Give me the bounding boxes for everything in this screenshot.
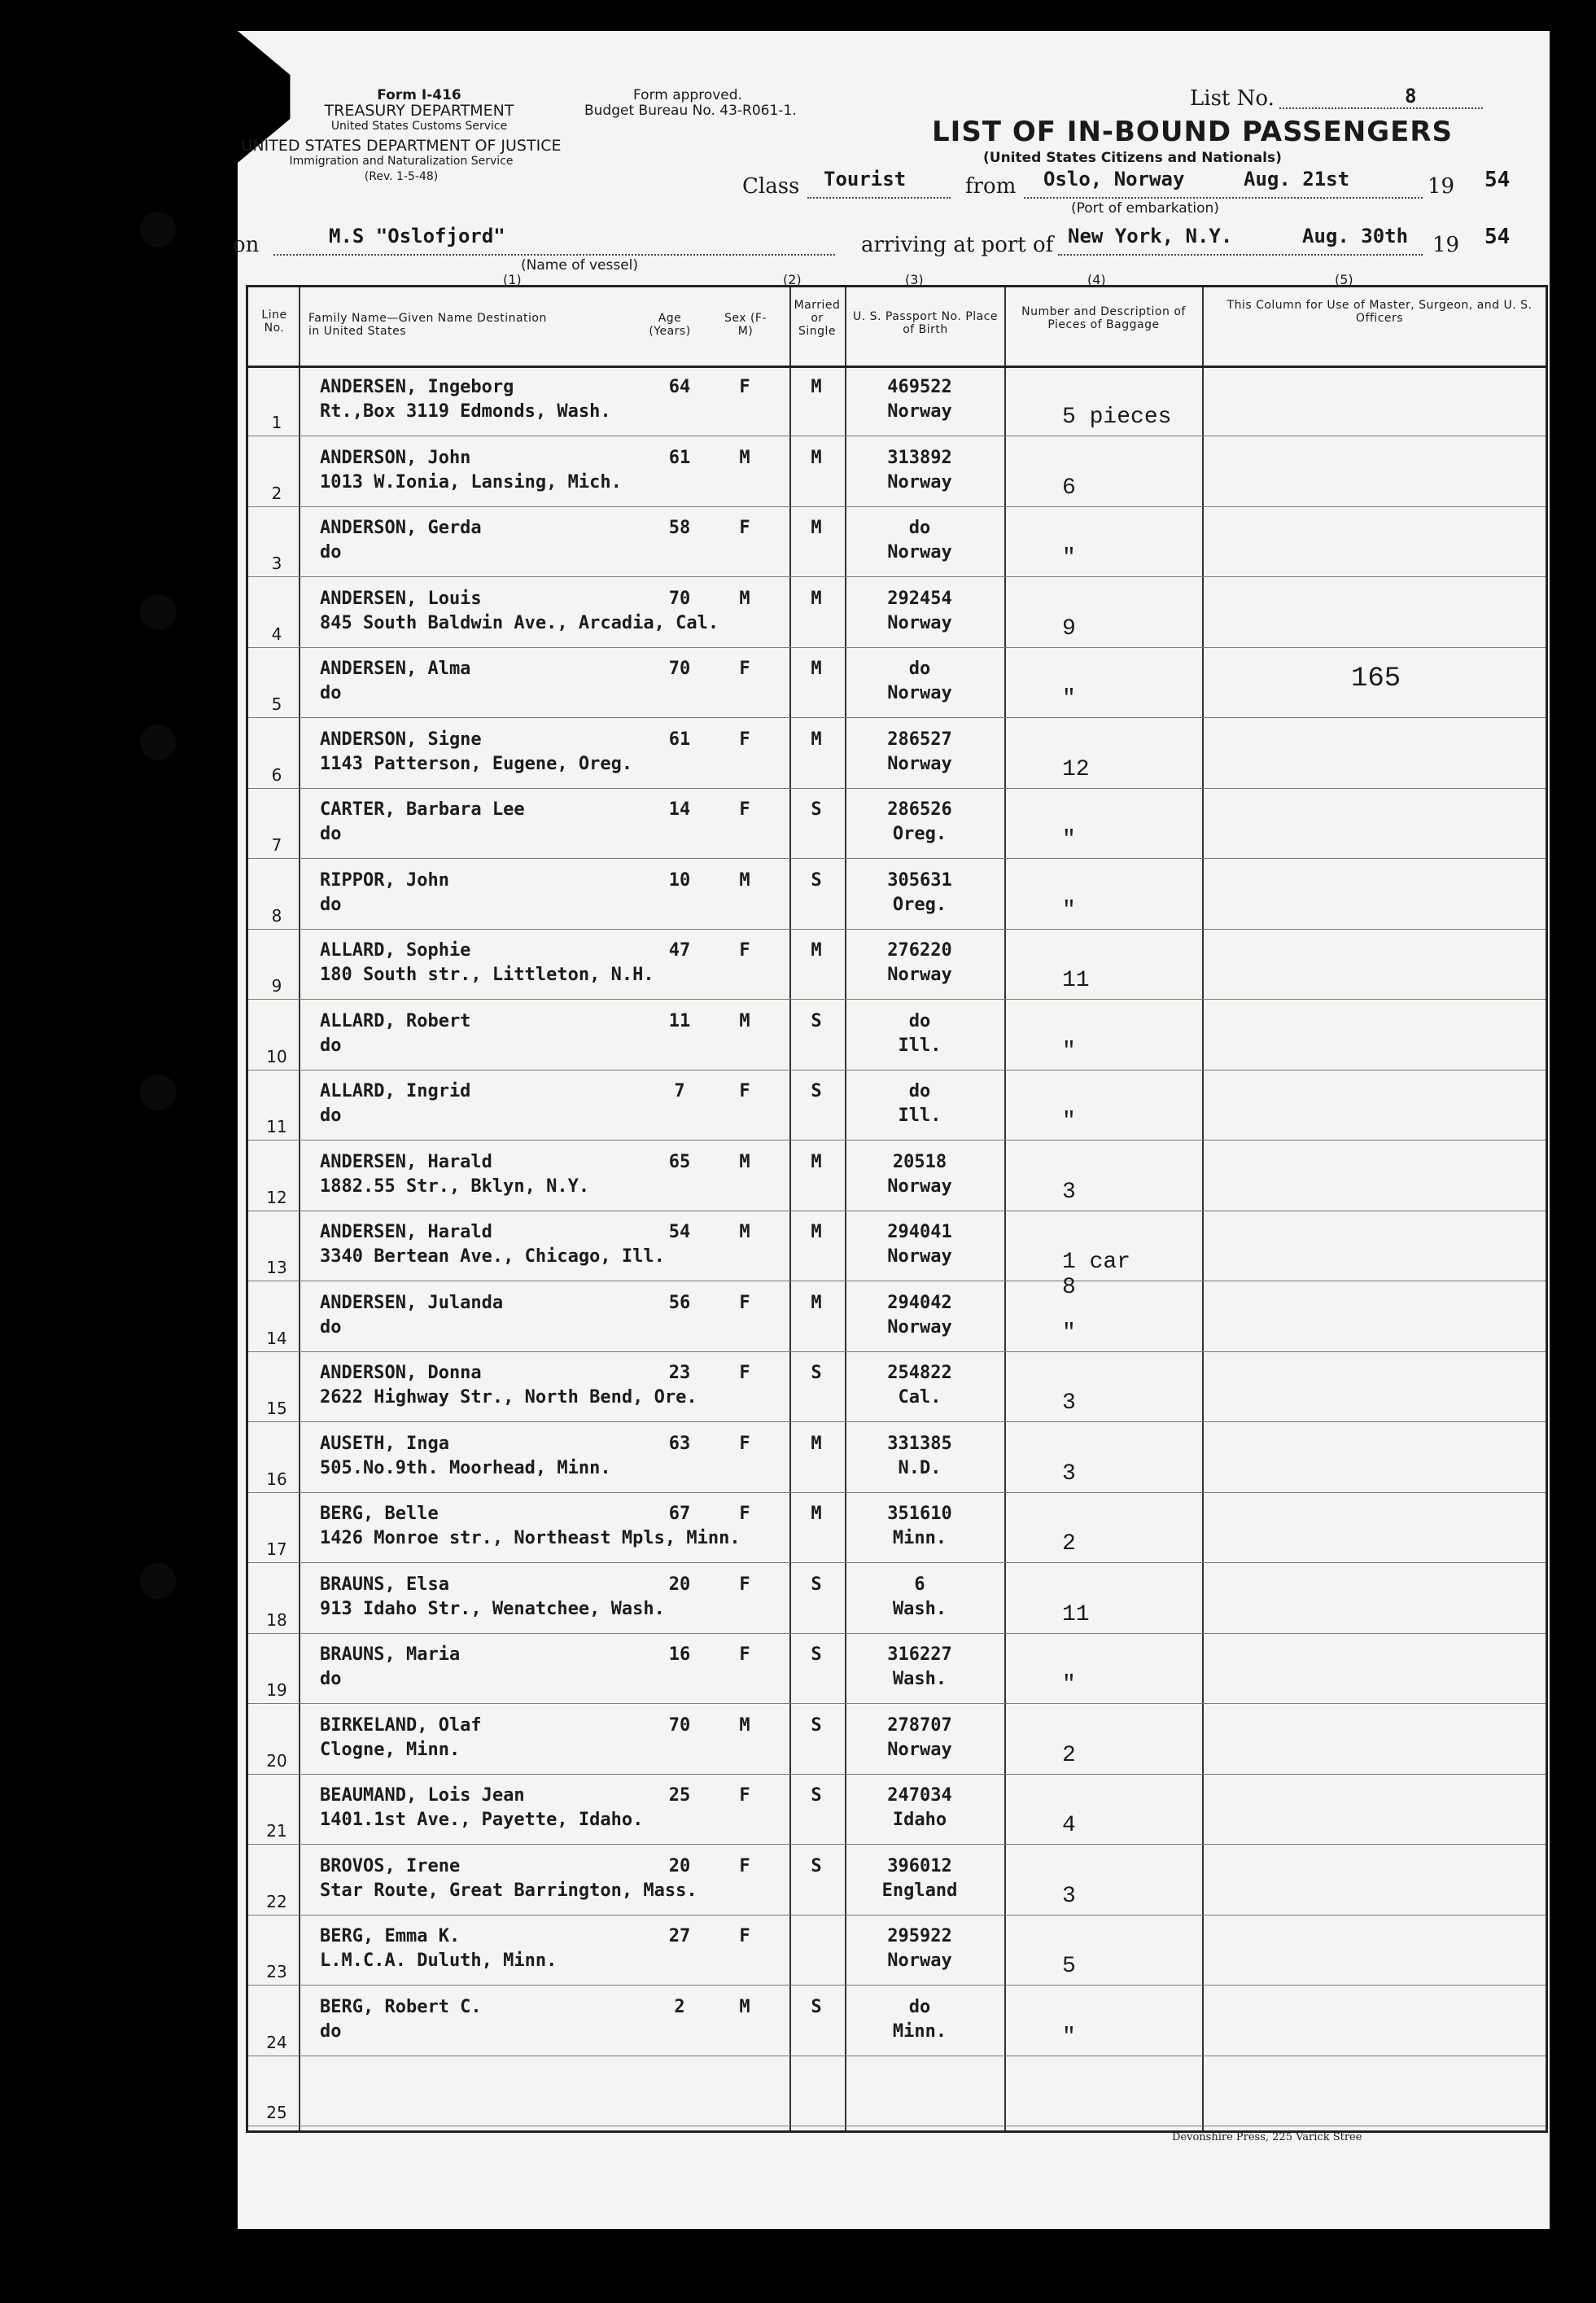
line-number: 12 (266, 1187, 287, 1207)
list-no-label: List No. (1190, 86, 1275, 111)
marital-status: S (811, 1714, 822, 1736)
line-number: 18 (266, 1609, 287, 1630)
passenger-sex: M (739, 447, 750, 468)
justice-label: UNITED STATES DEPARTMENT OF JUSTICE (241, 137, 562, 155)
passenger-sex: F (739, 377, 750, 397)
passenger-age: 23 (668, 1363, 691, 1383)
passenger-age: 67 (668, 1504, 691, 1524)
baggage-count: " (1062, 686, 1076, 711)
table-row (248, 1915, 1546, 1986)
passport-number: 278707 (887, 1714, 952, 1736)
customs-label: United States Customs Service (330, 120, 508, 133)
passenger-sex: M (739, 1714, 750, 1736)
destination: do (320, 683, 342, 703)
passenger-name: ANDERSEN, Harald (320, 1222, 492, 1242)
passenger-name: BRAUNS, Elsa (320, 1574, 449, 1595)
passenger-sex: M (739, 1222, 750, 1242)
line-number: 6 (271, 764, 282, 785)
approval-block (584, 88, 829, 119)
passport-number: do (908, 1010, 931, 1031)
passenger-age: 61 (668, 447, 691, 468)
place-of-birth: Norway (887, 471, 952, 493)
marital-status: S (811, 1574, 822, 1595)
arrival-port: New York, N.Y. (1068, 225, 1233, 247)
baggage-count: 4 (1062, 1813, 1076, 1838)
passenger-name: BEAUMAND, Lois Jean (320, 1785, 525, 1806)
baggage-count: 11 (1062, 968, 1090, 993)
table-row (248, 859, 1546, 930)
passenger-age: 65 (668, 1151, 691, 1172)
place-of-birth: Norway (887, 1246, 952, 1267)
place-of-birth: Idaho (892, 1810, 947, 1830)
header-name: Family Name—Given Name Destination in United States (308, 312, 547, 338)
baggage-count: " (1062, 1109, 1076, 1134)
table-row (248, 1351, 1546, 1422)
line-number: 24 (266, 2032, 287, 2052)
baggage-count: 3 (1062, 1883, 1076, 1909)
destination: do (320, 1316, 342, 1338)
binder-hole (140, 1075, 176, 1110)
destination: 1882.55 Str., Bklyn, N.Y. (320, 1176, 590, 1197)
baggage-count: 3 (1062, 1179, 1076, 1205)
destination: Clogne, Minn. (320, 1739, 461, 1760)
passenger-name: BERG, Belle (320, 1504, 439, 1524)
baggage-count: " (1062, 545, 1076, 571)
passport-number: 313892 (887, 447, 952, 468)
binder-hole (140, 1563, 176, 1599)
column-number-5: (5) (1335, 272, 1353, 287)
marital-status: S (811, 1081, 822, 1101)
passenger-name: CARTER, Barbara Lee (320, 799, 525, 820)
passenger-name: ANDERSON, John (320, 447, 471, 468)
table-row (248, 1492, 1546, 1563)
passenger-name: ANDERSON, Donna (320, 1363, 482, 1383)
on-label: on (233, 233, 260, 257)
passenger-name: ALLARD, Sophie (320, 940, 471, 961)
line-number: 2 (271, 483, 282, 503)
marital-status: M (811, 659, 822, 679)
place-of-birth: Norway (887, 753, 952, 774)
line-number: 5 (271, 694, 282, 714)
passenger-name: ANDERSON, Signe (320, 729, 482, 750)
embarkation-date: Aug. 21st (1244, 168, 1350, 190)
destination: 1143 Patterson, Eugene, Oreg. (320, 753, 633, 774)
passenger-sex: F (739, 799, 750, 820)
passenger-age: 61 (668, 729, 691, 750)
line-number: 1 (271, 413, 282, 432)
place-of-birth: Cal. (898, 1387, 942, 1408)
arrival-year: 54 (1484, 225, 1511, 249)
line-number: 21 (266, 1821, 287, 1841)
place-of-birth: Norway (887, 1176, 952, 1197)
destination: 2622 Highway Str., North Bend, Ore. (320, 1387, 697, 1408)
line-number: 4 (271, 624, 282, 644)
passport-number: 20518 (892, 1151, 947, 1172)
place-of-birth: Norway (887, 612, 952, 633)
header-officers: This Column for Use of Master, Surgeon, and U. S. Officers (1227, 299, 1533, 325)
baggage-count: " (1062, 1038, 1076, 1064)
class-label: Class (742, 174, 800, 199)
table-row (248, 1141, 1546, 1211)
place-of-birth: N.D. (898, 1457, 942, 1478)
baggage-count: 6 (1062, 475, 1076, 501)
place-of-birth: Wash. (892, 1669, 947, 1689)
destination: do (320, 894, 342, 915)
place-of-birth: Oreg. (892, 894, 947, 915)
marital-status: M (811, 447, 822, 468)
passenger-name: RIPPOR, John (320, 869, 449, 891)
officer-note: 165 (1351, 663, 1401, 694)
place-of-birth: Norway (887, 1316, 952, 1338)
baggage-count: 3 (1062, 1390, 1076, 1416)
binder-hole (140, 594, 176, 630)
passenger-age: 47 (668, 940, 691, 961)
passenger-table (246, 285, 1548, 2133)
line-number: 17 (266, 1539, 287, 1559)
marital-status: S (811, 1363, 822, 1383)
baggage-count: " (1062, 1320, 1076, 1346)
passport-number: 331385 (887, 1433, 952, 1454)
passenger-name: BIRKELAND, Olaf (320, 1714, 482, 1736)
baggage-count: 11 (1062, 1601, 1090, 1627)
destination: 1401.1st Ave., Payette, Idaho. (320, 1810, 644, 1830)
passenger-name: ANDERSEN, Louis (320, 588, 482, 609)
passport-number: 294042 (887, 1292, 952, 1313)
passport-number: 305631 (887, 869, 952, 891)
place-of-birth: Minn. (892, 2021, 947, 2042)
header-sex: Sex (F-M) (724, 312, 767, 338)
passenger-name: AUSETH, Inga (320, 1433, 449, 1454)
arrival-date: Aug. 30th (1302, 225, 1409, 247)
destination: 845 South Baldwin Ave., Arcadia, Cal. (320, 612, 719, 633)
line-number: 16 (266, 1469, 287, 1489)
marital-status: M (811, 1433, 822, 1454)
passenger-sex: F (739, 659, 750, 679)
place-of-birth: Oreg. (892, 824, 947, 844)
destination: 180 South str., Littleton, N.H. (320, 965, 654, 985)
passport-number: 286526 (887, 799, 952, 820)
passenger-age: 64 (668, 377, 691, 397)
column-number-3: (3) (905, 272, 924, 287)
passenger-age: 70 (668, 659, 691, 679)
page-title: LIST OF IN-BOUND PASSENGERS (932, 116, 1453, 148)
marital-status: S (811, 1644, 822, 1665)
table-row (248, 1211, 1546, 1300)
baggage-count: " (1062, 2024, 1076, 2050)
port-of-embarkation: Oslo, Norway (1043, 168, 1185, 190)
justice-block (210, 138, 592, 185)
baggage-count: 1 car 8 (1062, 1250, 1131, 1300)
list-no-value: 8 (1405, 85, 1417, 107)
place-of-birth: Minn. (892, 1528, 947, 1548)
marital-status: S (811, 1996, 822, 2017)
passenger-name: ANDERSEN, Ingeborg (320, 377, 514, 397)
table-row (248, 436, 1546, 507)
baggage-count: 9 (1062, 615, 1076, 641)
passenger-age: 11 (668, 1010, 691, 1031)
passenger-sex: M (739, 869, 750, 891)
line-number: 7 (271, 835, 282, 855)
place-of-birth: Norway (887, 401, 952, 422)
header-married: Married or Single (794, 299, 841, 338)
table-row (248, 1845, 1546, 1916)
passport-number: 247034 (887, 1785, 952, 1806)
destination: do (320, 1035, 342, 1056)
passenger-age: 27 (668, 1926, 691, 1946)
line-number: 14 (266, 1328, 287, 1348)
passenger-sex: F (739, 1504, 750, 1524)
binder-hole (140, 212, 176, 247)
passport-number: 286527 (887, 729, 952, 750)
passenger-sex: F (739, 1574, 750, 1595)
arriving-label: arriving at port of (861, 233, 1054, 257)
destination: 3340 Bertean Ave., Chicago, Ill. (320, 1246, 665, 1267)
passenger-name: ANDERSEN, Alma (320, 659, 471, 679)
table-row (248, 1000, 1546, 1071)
passport-number: 254822 (887, 1363, 952, 1383)
destination: do (320, 542, 342, 563)
embarkation-year: 54 (1484, 168, 1511, 192)
destination: 1013 W.Ionia, Lansing, Mich. (320, 471, 622, 493)
passenger-age: 7 (674, 1081, 685, 1101)
passenger-age: 25 (668, 1785, 691, 1806)
table-row (248, 1633, 1546, 1704)
class-value: Tourist (824, 168, 907, 190)
destination: 913 Idaho Str., Wenatchee, Wash. (320, 1598, 665, 1619)
marital-status: S (811, 1785, 822, 1806)
place-of-birth: Norway (887, 965, 952, 985)
baggage-count: 2 (1062, 1531, 1076, 1556)
marital-status: M (811, 518, 822, 538)
table-row (248, 1070, 1546, 1141)
table-row (248, 506, 1546, 577)
line-number: 23 (266, 1962, 287, 1981)
column-number-1: (1) (503, 272, 522, 287)
passenger-sex: F (739, 518, 750, 538)
destination: do (320, 824, 342, 844)
line-number: 19 (266, 1680, 287, 1700)
line-number: 10 (266, 1046, 287, 1066)
passport-number: 294041 (887, 1222, 952, 1242)
header-line-no: Line No. (261, 309, 287, 335)
passport-number: 351610 (887, 1504, 952, 1524)
place-of-birth: Norway (887, 1739, 952, 1760)
marital-status: S (811, 1855, 822, 1876)
passenger-name: ANDERSEN, Harald (320, 1151, 492, 1172)
revision-label: (Rev. 1-5-48) (364, 170, 439, 183)
passenger-name: BERG, Robert C. (320, 1996, 482, 2017)
passenger-name: ALLARD, Ingrid (320, 1081, 471, 1101)
passenger-name: ANDERSEN, Julanda (320, 1292, 504, 1313)
passport-number: 396012 (887, 1855, 952, 1876)
line-number: 11 (266, 1117, 287, 1136)
table-row (248, 1704, 1546, 1775)
page-subtitle: (United States Citizens and Nationals) (983, 150, 1282, 166)
place-of-birth: England (881, 1880, 958, 1901)
passenger-sex: F (739, 1363, 750, 1383)
passenger-name: BERG, Emma K. (320, 1926, 461, 1946)
header-age: Age (Years) (649, 312, 691, 338)
budget-bureau: Budget Bureau No. 43-R061-1. (584, 103, 797, 119)
passenger-sex: M (739, 1996, 750, 2017)
table-row (248, 1422, 1546, 1493)
table-row (248, 1281, 1546, 1352)
passenger-sex: F (739, 1785, 750, 1806)
table-row (248, 788, 1546, 859)
year-prefix-arrival: 19 (1432, 233, 1460, 257)
passenger-sex: F (739, 1433, 750, 1454)
passport-number: 292454 (887, 588, 952, 609)
passport-number: do (908, 1081, 931, 1101)
line-number: 15 (266, 1399, 287, 1418)
passenger-age: 70 (668, 1714, 691, 1736)
passenger-age: 14 (668, 799, 691, 820)
baggage-count: " (1062, 1672, 1076, 1697)
table-row (248, 1563, 1546, 1634)
form-number: Form I-416 (377, 87, 461, 103)
baggage-count: 5 pieces (1062, 405, 1172, 430)
passenger-age: 54 (668, 1222, 691, 1242)
baggage-count: 2 (1062, 1742, 1076, 1768)
table-row (248, 1774, 1546, 1845)
destination: do (320, 1106, 342, 1126)
line-number: 25 (266, 2103, 287, 2122)
marital-status: M (811, 940, 822, 961)
passport-number: do (908, 659, 931, 679)
passenger-age: 2 (674, 1996, 685, 2017)
passport-number: do (908, 1996, 931, 2017)
marital-status: M (811, 729, 822, 750)
marital-status: M (811, 1504, 822, 1524)
place-of-birth: Ill. (898, 1106, 942, 1126)
line-number: 8 (271, 905, 282, 926)
baggage-count: " (1062, 897, 1076, 923)
passport-number: 316227 (887, 1644, 952, 1665)
passenger-sex: F (739, 1644, 750, 1665)
destination: do (320, 1669, 342, 1689)
place-of-birth: Norway (887, 1951, 952, 1971)
header-passport: U. S. Passport No. Place of Birth (853, 310, 998, 336)
passenger-name: BRAUNS, Maria (320, 1644, 461, 1665)
passenger-name: ALLARD, Robert (320, 1010, 471, 1031)
marital-status: S (811, 799, 822, 820)
ins-label: Immigration and Naturalization Service (289, 155, 514, 168)
passport-number: 6 (914, 1574, 925, 1595)
passenger-age: 56 (668, 1292, 691, 1313)
destination: Star Route, Great Barrington, Mass. (320, 1880, 697, 1901)
passport-number: 469522 (887, 377, 952, 397)
table-row (248, 929, 1546, 1000)
passenger-sex: M (739, 588, 750, 609)
baggage-count: " (1062, 827, 1076, 852)
marital-status: S (811, 869, 822, 891)
baggage-count: 12 (1062, 756, 1090, 782)
line-number: 3 (271, 554, 282, 573)
passenger-name: BROVOS, Irene (320, 1855, 461, 1876)
marital-status: M (811, 1222, 822, 1242)
passenger-sex: M (739, 1010, 750, 1031)
marital-status: M (811, 588, 822, 609)
vessel-name: M.S "Oslofjord" (329, 225, 505, 247)
column-number-4: (4) (1087, 272, 1106, 287)
column-number-2: (2) (783, 272, 802, 287)
passenger-sex: F (739, 1292, 750, 1313)
passenger-sex: F (739, 1855, 750, 1876)
passenger-age: 10 (668, 869, 691, 891)
treasury-label: TREASURY DEPARTMENT (324, 102, 514, 120)
line-number: 9 (271, 976, 282, 996)
form-approved: Form approved. (633, 87, 742, 103)
form-id-block (313, 88, 525, 134)
port-embark-caption: (Port of embarkation) (1071, 200, 1219, 217)
destination: 505.No.9th. Moorhead, Minn. (320, 1457, 611, 1478)
place-of-birth: Norway (887, 683, 952, 703)
passport-number: do (908, 518, 931, 538)
header-baggage: Number and Description of Pieces of Baggage (1021, 305, 1186, 331)
table-row (248, 2056, 1546, 2126)
passport-number: 276220 (887, 940, 952, 961)
passenger-sex: F (739, 1926, 750, 1946)
baggage-count: 3 (1062, 1460, 1076, 1486)
place-of-birth: Wash. (892, 1598, 947, 1619)
destination: Rt.,Box 3119 Edmonds, Wash. (320, 401, 611, 422)
table-row (248, 1986, 1546, 2056)
passenger-sex: F (739, 729, 750, 750)
printer-imprint: Devonshire Press, 225 Varick Stree (1172, 2131, 1362, 2143)
table-row (248, 577, 1546, 648)
passenger-age: 63 (668, 1433, 691, 1454)
marital-status: M (811, 1151, 822, 1172)
year-prefix: 19 (1428, 174, 1455, 199)
passenger-age: 16 (668, 1644, 691, 1665)
destination: L.M.C.A. Duluth, Minn. (320, 1951, 558, 1971)
passenger-age: 70 (668, 588, 691, 609)
line-number: 13 (266, 1258, 287, 1277)
passenger-age: 20 (668, 1574, 691, 1595)
passenger-age: 58 (668, 518, 691, 538)
marital-status: M (811, 377, 822, 397)
table-row (248, 718, 1546, 789)
passport-number: 295922 (887, 1926, 952, 1946)
destination: 1426 Monroe str., Northeast Mpls, Minn. (320, 1528, 741, 1548)
passenger-age: 20 (668, 1855, 691, 1876)
passenger-name: ANDERSON, Gerda (320, 518, 482, 538)
destination: do (320, 2021, 342, 2042)
marital-status: M (811, 1292, 822, 1313)
from-label: from (965, 174, 1017, 199)
vessel-caption: (Name of vessel) (521, 257, 639, 274)
passenger-sex: M (739, 1151, 750, 1172)
baggage-count: 5 (1062, 1954, 1076, 1979)
table-row (248, 366, 1546, 436)
line-number: 20 (266, 1750, 287, 1771)
place-of-birth: Norway (887, 542, 952, 563)
marital-status: S (811, 1010, 822, 1031)
line-number: 22 (266, 1891, 287, 1911)
binder-hole (140, 725, 176, 760)
passenger-sex: F (739, 940, 750, 961)
passenger-sex: F (739, 1081, 750, 1101)
place-of-birth: Ill. (898, 1035, 942, 1056)
